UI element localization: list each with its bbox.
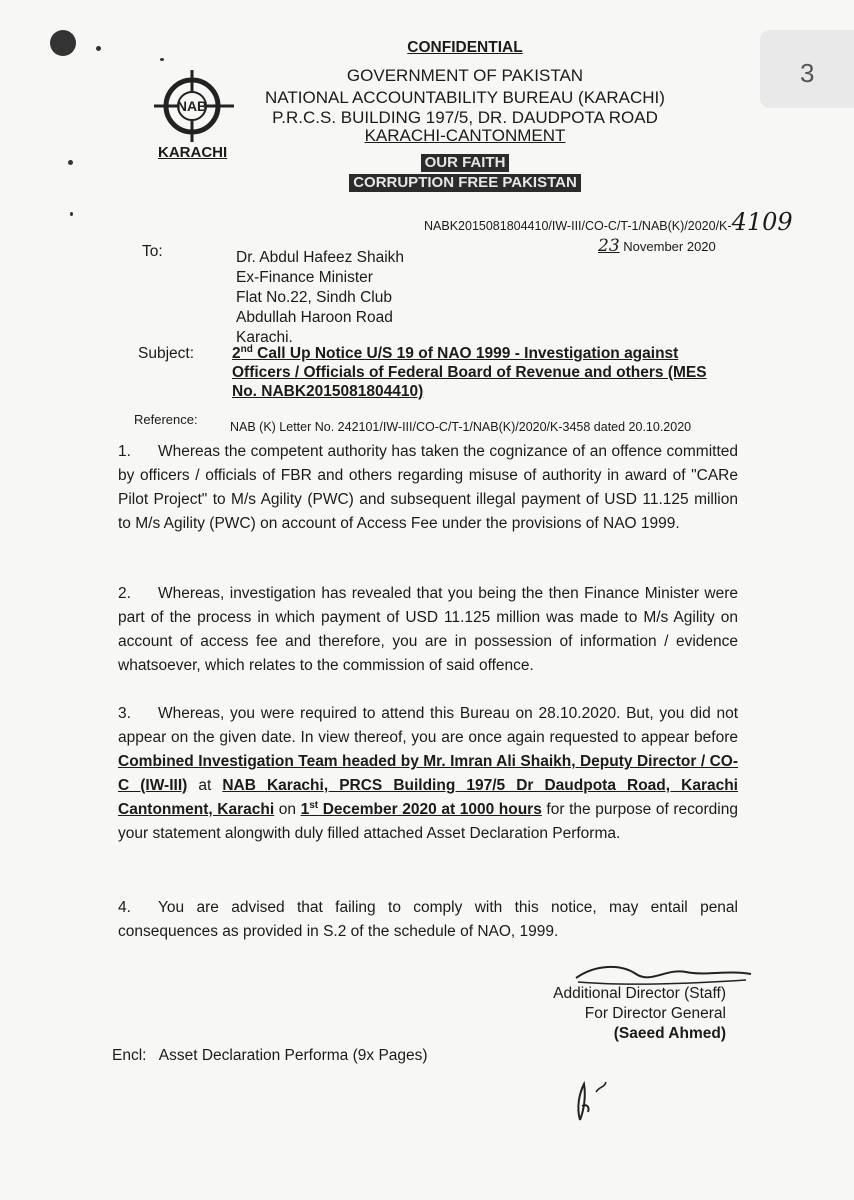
- motto-line-2: CORRUPTION FREE PAKISTAN: [349, 174, 581, 192]
- enclosure-line: [112, 1044, 428, 1068]
- paragraph-text: Whereas, investigation has revealed that you being the then Finance Minister were part of the process in which payment of USD 11.125 million was made to M/s Agility on account of access fee and therefore, you are in possession of information / evidence whatsoever, which relates to the commission of said offence.: [118, 585, 738, 674]
- paragraph-text: Whereas, you were required to attend this Bureau on 28.10.2020. But, you did not appear on the given date. In view thereof, you are once again requested to appear before: [118, 705, 738, 746]
- signature-title: Additional Director (Staff): [553, 985, 726, 1002]
- addressee-line: Dr. Abdul Hafeez Shaikh: [236, 249, 405, 266]
- reference-number-text: NABK2015081804410/IW-III/CO-C/T-1/NAB(K)/2020/K-: [424, 219, 732, 233]
- enclosure-label: Encl:: [112, 1047, 147, 1064]
- header-line-1: GOVERNMENT OF PAKISTAN: [346, 66, 584, 85]
- header-line-3: P.R.C.S. BUILDING 197/5, DR. DAUDPOTA ROAD: [272, 108, 658, 127]
- subject-ordinal-suffix: nd: [240, 343, 253, 355]
- city-label: KARACHI: [158, 144, 228, 161]
- paragraph-text: You are advised that failing to comply with this notice, may entail penal consequences as provided in S.2 of the schedule of NAO, 1999.: [118, 899, 738, 940]
- addressee-block: [236, 248, 404, 348]
- paragraph-3: [118, 702, 738, 846]
- header-line-4: KARACHI-CANTONMENT: [364, 126, 566, 145]
- paragraph-text: on: [274, 801, 301, 818]
- scan-speck-icon: [96, 46, 101, 51]
- signature-for: For Director General: [584, 1005, 726, 1022]
- initials-mark-icon: [566, 1076, 616, 1131]
- paragraph-1: [118, 440, 738, 536]
- page-number: 3: [800, 58, 815, 88]
- subject-line-1: Call Up Notice U/S 19 of NAO 1999 - Investigation against: [252, 345, 679, 362]
- paragraph-text: Whereas the competent authority has taken the cognizance of an offence committed by officers / officials of FBR and others regarding misuse of authority in award of "CARe Pilot Project" to M/s Agility (PWC) and subsequent illegal payment of USD 11.125 million to M/s Agility (PWC) on account of Access Fee under the provisions of NAO 1999.: [118, 443, 738, 532]
- motto-line-1: OUR FAITH: [421, 154, 510, 172]
- date-month-year: November 2020: [623, 239, 716, 254]
- reference-label: Reference:: [134, 412, 198, 427]
- addressee-line: Karachi.: [236, 329, 293, 346]
- paragraph-number: 4.: [118, 899, 131, 916]
- subject-text: [232, 344, 744, 401]
- paragraph-number: 1.: [118, 443, 131, 460]
- reference-text: NAB (K) Letter No. 242101/IW-III/CO-C/T-1/NAB(K)/2020/K-3458 dated 20.10.2020: [230, 420, 692, 434]
- date-time: December 2020 at 1000 hours: [318, 801, 542, 818]
- addressee-line: Ex-Finance Minister: [236, 269, 373, 286]
- scan-speck-icon: [50, 30, 76, 56]
- addressee-line: Flat No.22, Sindh Club: [236, 289, 392, 306]
- paragraph-number: 2.: [118, 585, 131, 602]
- date-day-number: 1: [300, 801, 310, 818]
- subject-ordinal: 2: [232, 345, 241, 362]
- logo-text: NAB: [176, 98, 208, 114]
- reference-number: [424, 208, 793, 236]
- date-day: 23: [598, 236, 620, 256]
- addressee-line: Abdullah Haroon Road: [236, 309, 393, 326]
- header-line-2: NATIONAL ACCOUNTABILITY BUREAU (KARACHI): [265, 88, 665, 107]
- confidential-label: CONFIDENTIAL: [407, 39, 523, 56]
- nab-logo: [152, 68, 236, 144]
- paragraph-number: 3.: [118, 705, 131, 722]
- date-day-suffix: st: [309, 799, 319, 811]
- scan-speck-icon: [68, 160, 73, 165]
- paragraph-text: for the purpose of recording your statement alongwith duly filled attached Asset Declaration Performa.: [118, 801, 738, 842]
- signatory-name: (Saeed Ahmed): [613, 1025, 726, 1042]
- subject-line-3: No. NABK2015081804410): [232, 383, 424, 400]
- subject-line-2: Officers / Officials of Federal Board of Revenue and others (MES: [232, 364, 707, 381]
- signature-block: [544, 984, 726, 1044]
- enclosure-text: Asset Declaration Performa (9x Pages): [158, 1047, 428, 1064]
- paragraph-emphasis: Combined Investigation Team headed by Mr. Imran Ali Shaikh, Deputy Director / CO-C (IW-III): [118, 753, 738, 794]
- paragraph-text: at: [187, 777, 223, 794]
- letter-date: [598, 236, 716, 256]
- scan-speck-icon: [70, 212, 73, 216]
- scan-speck-icon: [160, 58, 164, 61]
- paragraph-emphasis: NAB Karachi, PRCS Building 197/5 Dr Daudpota Road, Karachi Cantonment, Karachi: [118, 777, 738, 818]
- reference-number-handwritten: 4109: [731, 208, 793, 236]
- paragraph-4: [118, 896, 738, 944]
- paragraph-emphasis-date: [301, 801, 542, 818]
- paragraph-2: [118, 582, 738, 678]
- to-label: To:: [142, 243, 163, 260]
- subject-label: Subject:: [138, 345, 195, 362]
